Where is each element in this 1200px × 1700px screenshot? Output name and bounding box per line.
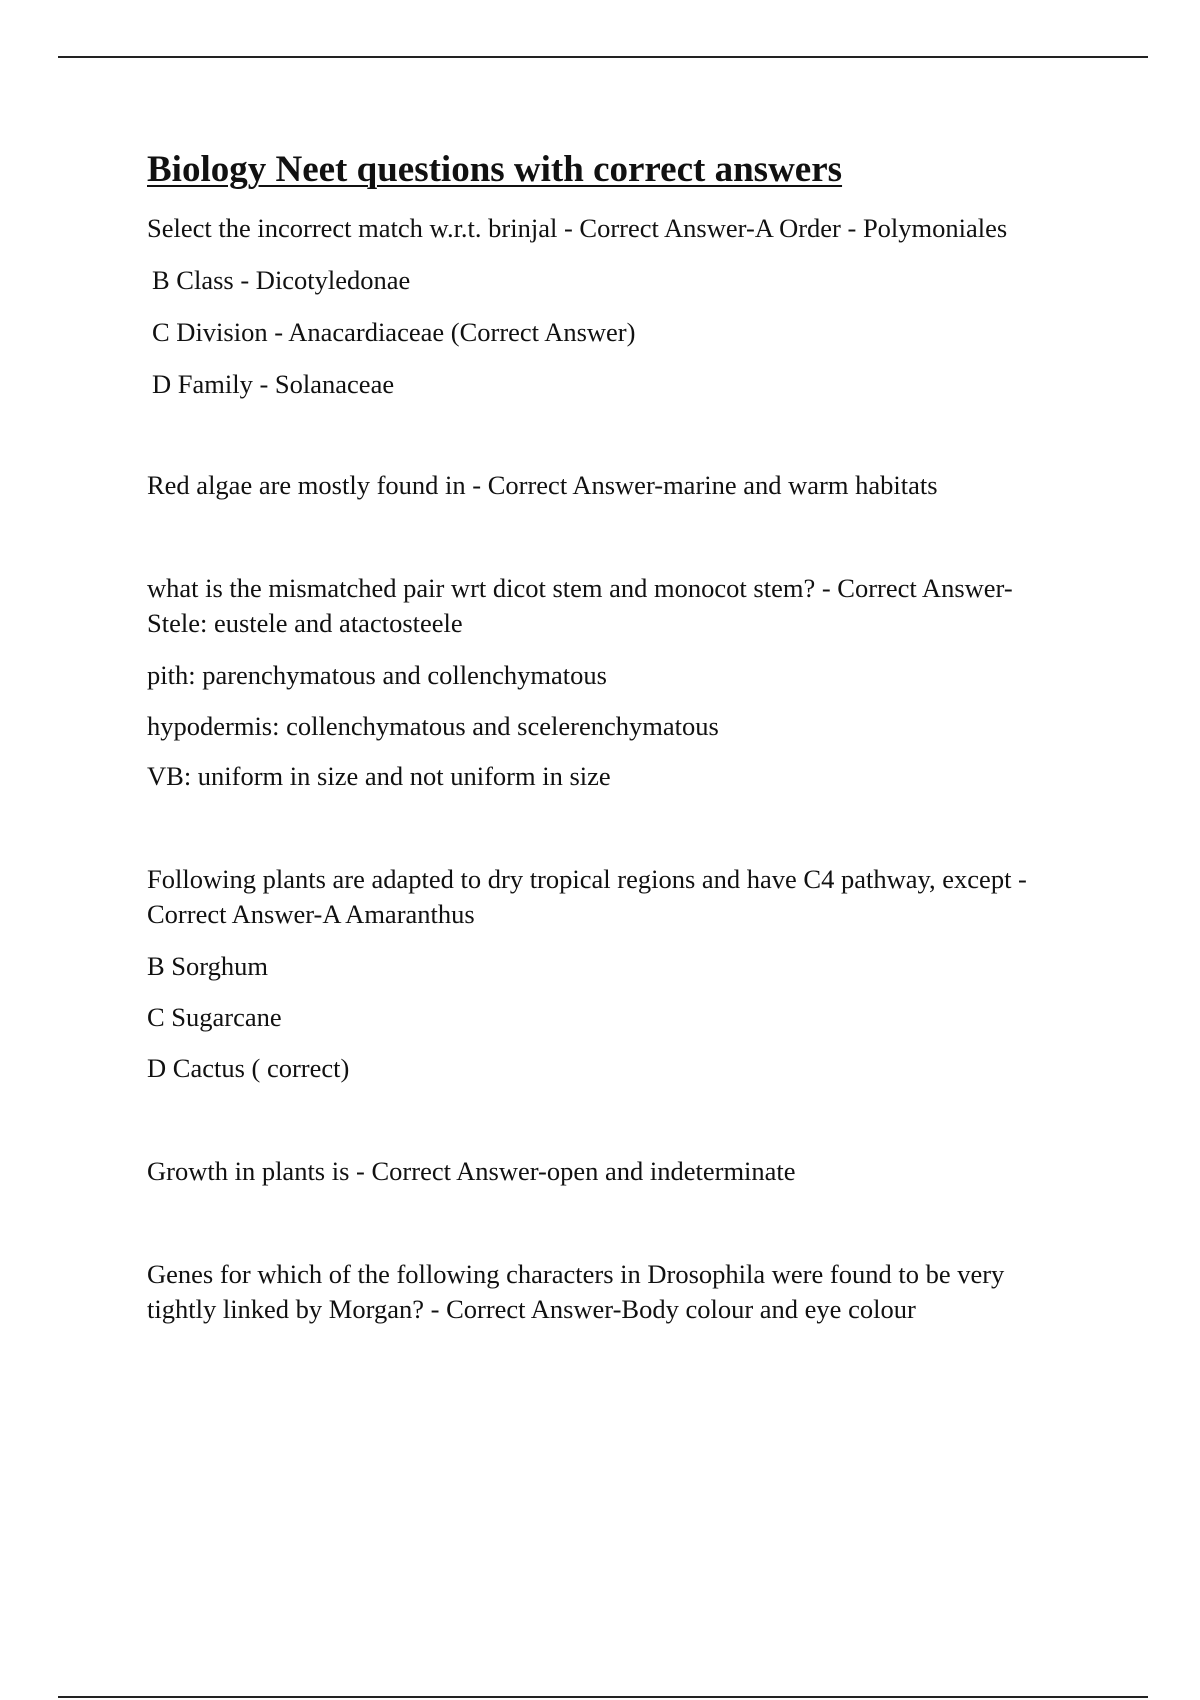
option-b: B Class - Dicotyledonae [152,265,411,295]
answer-line: pith: parenchymatous and collenchymatous [147,660,607,690]
question-text: what is the mismatched pair wrt dicot stem and monocot stem? - Correct Answer- [147,573,1013,603]
option-c: C Sugarcane [147,1002,282,1032]
option-d: D Cactus ( correct) [147,1053,350,1083]
question-text: Following plants are adapted to dry tropical regions and have C4 pathway, except - [147,864,1027,894]
footer-rule [58,1696,1148,1698]
question-text: Red algae are mostly found in - Correct Answer-marine and warm habitats [147,470,938,500]
page-title: Biology Neet questions with correct answers [147,149,843,190]
question-text: Growth in plants is - Correct Answer-open and indeterminate [147,1156,796,1186]
question-text: Genes for which of the following characters in Drosophila were found to be very [147,1259,1005,1289]
answer-line: Stele: eustele and atactosteele [147,608,463,638]
option-a: Correct Answer-A Amaranthus [147,899,475,929]
option-c: C Division - Anacardiaceae (Correct Answer) [152,317,636,347]
answer-line: hypodermis: collenchymatous and scelerenchymatous [147,711,719,741]
question-text: Select the incorrect match w.r.t. brinjal - Correct Answer-A Order - Polymoniales [147,213,1008,243]
header-rule [58,56,1148,58]
option-b: B Sorghum [147,951,268,981]
answer-line: VB: uniform in size and not uniform in size [147,761,611,791]
question-text: tightly linked by Morgan? - Correct Answer-Body colour and eye colour [147,1294,916,1324]
option-d: D Family - Solanaceae [152,369,395,399]
